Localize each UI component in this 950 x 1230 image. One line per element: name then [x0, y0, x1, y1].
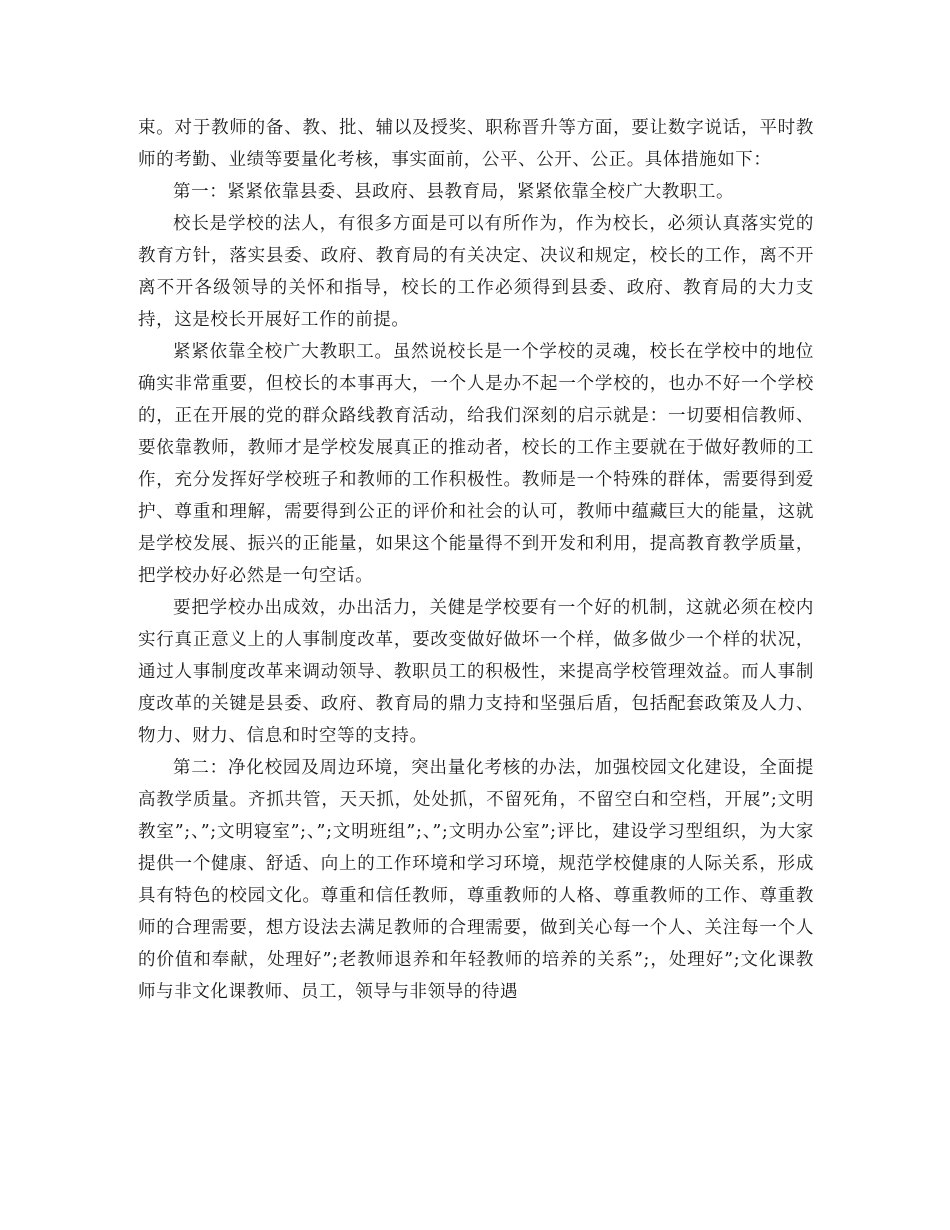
document-body — [138, 112, 814, 1008]
paragraph: 第二：净化校园及周边环境，突出量化考核的办法，加强校园文化建设，全面提高教学质量。齐抓共管，天天抓，处处抓，不留死角，不留空白和空档，开展”;文明教室”;、”;文明寝室”;、”;文明班组”;、”;文明办公室”;评比，建设学习型组织，为大家提供一个健康、舒适、向上的工作环境和学习环境，规范学校健康的人际关系，形成具有特色的校园文化。尊重和信任教师，尊重教师的人格、尊重教师的工作、尊重教师的合理需要，想方设法去满足教师的合理需要，做到关心每一个人、关注每一个人的价值和奉献，处理好”;老教师退养和年轻教师的培养的关系”;，处理好”;文化课教师与非文化课教师、员工，领导与非领导的待遇 — [138, 758, 814, 1002]
paragraph: 束。对于教师的备、教、批、辅以及授奖、职称晋升等方面，要让数字说话，平时教师的考勤、业绩等要量化考核，事实面前，公平、公开、公正。具体措施如下： — [138, 118, 814, 170]
paragraph: 第一：紧紧依靠县委、县政府、县教育局，紧紧依靠全校广大教职工。 — [173, 182, 735, 202]
paragraph: 校长是学校的法人，有很多方面是可以有所作为，作为校长，必须认真落实党的教育方针，落实县委、政府、教育局的有关决定、决议和规定，校长的工作，离不开离不开各级领导的关怀和指导，校长的工作必须得到县委、政府、教育局的大力支持，这是校长开展好工作的前提。 — [138, 214, 814, 330]
paragraph: 紧紧依靠全校广大教职工。虽然说校长是一个学校的灵魂，校长在学校中的地位确实非常重要，但校长的本事再大，一个人是办不起一个学校的，也办不好一个学校的，正在开展的党的群众路线教育活动，给我们深刻的启示就是：一切要相信教师、要依靠教师，教师才是学校发展真正的推动者，校长的工作主要就在于做好教师的工作，充分发挥好学校班子和教师的工作积极性。教师是一个特殊的群体，需要得到爱护、尊重和理解，需要得到公正的评价和社会的认可，教师中蕴藏巨大的能量，这就是学校发展、振兴的正能量，如果这个能量得不到开发和利用，提高教育教学质量，把学校办好必然是一句空话。 — [138, 342, 814, 586]
paragraph: 要把学校办出成效，办出活力，关健是学校要有一个好的机制，这就必须在校内实行真正意义上的人事制度改革，要改变做好做坏一个样，做多做少一个样的状况，通过人事制度改革来调动领导、教职员工的积极性，来提高学校管理效益。而人事制度改革的关键是县委、政府、教育局的鼎力支持和坚强后盾，包括配套政策及人力、物力、财力、信息和时空等的支持。 — [138, 598, 814, 746]
